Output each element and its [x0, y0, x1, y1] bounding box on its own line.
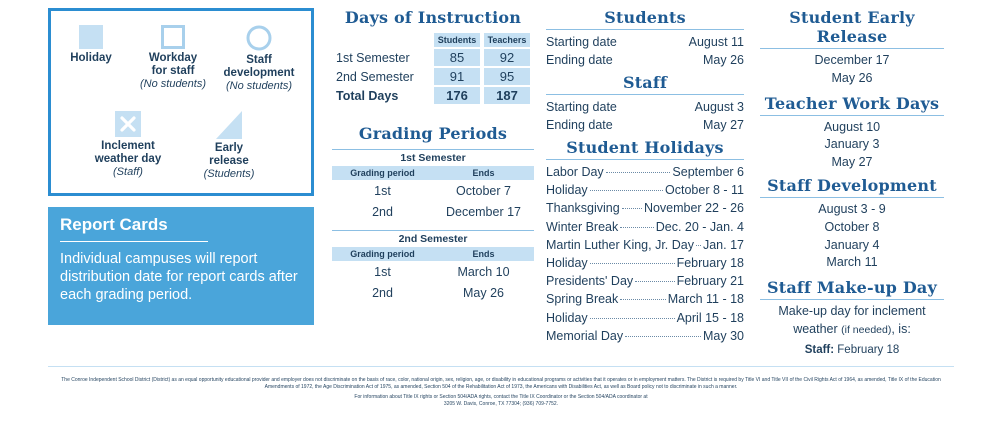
days-row-students: 176: [434, 87, 480, 104]
makeup-day-title: Staff Make-up Day: [760, 278, 944, 300]
footer-line-3: 3205 W. Davis, Conroe, TX 77304; (936) 709-7752.: [443, 400, 559, 407]
dot-leader: [606, 172, 671, 173]
legend-staff-development-sub: (No students): [225, 80, 293, 92]
right-column: [760, 8, 944, 360]
students-end-value: May 26: [703, 53, 744, 67]
holiday-date: November 22 - 26: [643, 201, 744, 216]
dot-leader: [635, 281, 674, 282]
list-item: [546, 272, 744, 290]
days-of-instruction: [332, 8, 534, 106]
holiday-date: April 15 - 18: [676, 310, 744, 325]
holiday-date: Dec. 20 - Jan. 4: [655, 219, 744, 234]
grading-periods: [332, 124, 534, 303]
legend-holiday: [59, 25, 123, 65]
footer-disclaimer: [48, 366, 954, 407]
staff-development-section: [760, 176, 944, 272]
days-col-teachers: Teachers: [484, 33, 530, 47]
teacher-work-day-date: August 10: [823, 119, 881, 134]
legend-workday-sub: (No students): [139, 78, 207, 90]
staff-start-label: Starting date: [546, 100, 617, 114]
holiday-label: Holiday: [546, 183, 588, 198]
grading-ends: December 17: [445, 205, 522, 219]
holiday-label: Memorial Day: [546, 328, 624, 343]
report-cards-title: Report Cards: [60, 215, 208, 242]
list-item: [546, 309, 744, 327]
legend-inclement-weather-label: Inclement weather day: [94, 140, 162, 165]
table-row: [332, 201, 534, 222]
staff-development-date: January 4: [824, 237, 880, 252]
holiday-date: February 18: [676, 256, 744, 271]
staff-development-date: August 3 - 9: [818, 201, 886, 216]
holiday-date: October 8 - 11: [665, 183, 744, 198]
staff-development-date: October 8: [824, 219, 880, 234]
staff-development-circle-icon: [246, 25, 272, 51]
days-row-label: 1st Semester: [336, 50, 410, 65]
makeup-staff-value: February 18: [837, 343, 900, 356]
semester-heading: 1st Semester: [332, 149, 534, 164]
early-release-triangle-icon: [216, 111, 242, 139]
footer-line-2: For information about Title IX rights or Section 504/ADA rights, contact the Title IX Coordinator or the Section 504/ADA coordinator at: [354, 394, 648, 400]
holiday-label: Thanksgiving: [546, 201, 620, 216]
list-item: [546, 290, 744, 308]
students-start-label: Starting date: [546, 35, 617, 49]
makeup-day-section: [760, 278, 944, 359]
grading-ends: March 10: [457, 265, 510, 279]
days-row-students: 91: [434, 68, 480, 85]
list-item: [546, 51, 744, 69]
student-holidays-title: Student Holidays: [546, 138, 744, 160]
col-grading-period: Grading period: [350, 168, 415, 178]
holiday-date: September 6: [672, 165, 744, 179]
list-item: [546, 116, 744, 134]
staff-start-value: August 3: [694, 100, 744, 114]
grading-columns: [332, 166, 534, 180]
footer-line-1: The Conroe Independent School District (District) as an equal opportunity educational provider and employer does not discriminate on the basis of race, color, national origin, sex, religion, age, or disability in educational programs or activities that it operates or in employment matters. The District is required by Title VI and Title VII of the Civil Rights Act of 1964, as amended, Title IX of the Education Amendments of 1972, the Age Discrimination Act of 1975, as amended, Section 504 of the Rehabilitation Act of 1973, the Americans with Disabilities Act, as well as Board policy not to discriminate in such a manner.: [61, 377, 941, 390]
grading-periods-title: Grading Periods: [358, 124, 508, 143]
list-item: [546, 236, 744, 254]
holiday-date: March 11 - 18: [667, 292, 744, 307]
makeup-text-a: weather: [793, 321, 842, 336]
teacher-work-day-date: January 3: [824, 137, 880, 152]
holiday-date: Jan. 17: [702, 237, 744, 252]
holiday-label: Labor Day: [546, 165, 604, 179]
holiday-square-icon: [79, 25, 103, 49]
students-title: Students: [546, 8, 744, 30]
report-cards-body: Individual campuses will report distribution date for report cards after each grading period.: [60, 251, 298, 303]
semester-heading: 2nd Semester: [332, 230, 534, 245]
table-row: [332, 261, 534, 282]
holiday-label: Presidents' Day: [546, 274, 634, 289]
dot-leader: [590, 318, 675, 319]
legend-staff-development: [217, 25, 301, 93]
days-col-students: Students: [434, 33, 480, 47]
workday-square-outline-icon: [161, 25, 185, 49]
student-holidays-list: [546, 163, 744, 345]
list-item: [546, 199, 744, 217]
days-row-students: 85: [434, 49, 480, 66]
col-ends: Ends: [472, 168, 495, 178]
list-item: [546, 33, 744, 51]
table-row: [332, 180, 534, 201]
grading-ends: October 7: [456, 184, 511, 198]
holiday-label: Holiday: [546, 256, 588, 271]
makeup-day-text: Make-up day for inclement: [778, 304, 926, 319]
days-row-teachers: 92: [484, 49, 530, 66]
list-item: [546, 254, 744, 272]
dot-leader: [696, 245, 701, 246]
table-row: [332, 282, 534, 303]
grading-period: 1st: [374, 265, 391, 279]
report-cards-box: [48, 207, 314, 325]
staff-end-label: Ending date: [546, 118, 613, 132]
makeup-staff-label: Staff:: [804, 343, 835, 356]
legend-workday-label: Workday for staff: [148, 52, 198, 77]
legend-early-release: [187, 111, 271, 181]
dot-leader: [590, 263, 675, 264]
list-item: [546, 98, 744, 116]
col-grading-period: Grading period: [350, 249, 415, 259]
dot-leader: [625, 336, 701, 337]
days-row-label: 2nd Semester: [336, 69, 414, 84]
students-end-label: Ending date: [546, 53, 613, 67]
holiday-date: May 30: [703, 328, 744, 343]
makeup-staff-line: [760, 342, 944, 360]
days-table: [332, 31, 534, 106]
teacher-work-days-section: [760, 94, 944, 172]
teacher-work-days-title: Teacher Work Days: [760, 94, 944, 116]
grading-ends: May 26: [463, 286, 504, 300]
students-staff-column: [546, 8, 744, 345]
students-start-value: August 11: [688, 35, 744, 49]
days-row-teachers: 95: [484, 68, 530, 85]
list-item: [546, 181, 744, 199]
grading-period: 2nd: [372, 286, 393, 300]
legend-staff-development-label: Staff development: [223, 54, 295, 79]
staff-development-date: March 11: [826, 255, 878, 270]
table-row: [336, 87, 530, 104]
early-release-date: December 17: [814, 53, 890, 67]
legend-inclement-weather-sub: (Staff): [113, 166, 143, 178]
makeup-day-text-2: [760, 321, 944, 340]
legend-box: [48, 8, 314, 196]
days-of-instruction-title: Days of Instruction: [344, 8, 522, 27]
early-release-section: [760, 8, 944, 88]
legend-early-release-label: Early release: [209, 142, 249, 167]
legend-workday: [133, 25, 213, 91]
holiday-label: Holiday: [546, 310, 588, 325]
dot-leader: [590, 190, 663, 191]
dot-leader: [620, 299, 666, 300]
early-release-date: May 26: [831, 70, 873, 85]
dot-leader: [620, 227, 654, 228]
grading-period: 2nd: [372, 205, 393, 219]
grading-columns: [332, 247, 534, 261]
makeup-text-if-needed: (if needed): [841, 323, 892, 336]
table-row: [336, 49, 530, 66]
grading-period: 1st: [374, 184, 391, 198]
list-item: [546, 218, 744, 236]
list-item: [546, 327, 744, 345]
legend-holiday-label: Holiday: [70, 52, 112, 64]
inclement-weather-x-icon: [115, 111, 141, 137]
teacher-work-day-date: May 27: [831, 155, 873, 170]
holiday-label: Martin Luther King, Jr. Day: [546, 237, 694, 252]
staff-development-title: Staff Development: [760, 176, 944, 198]
holiday-label: Spring Break: [546, 292, 619, 307]
staff-end-value: May 27: [703, 118, 744, 132]
staff-title: Staff: [546, 73, 744, 95]
legend-inclement-weather: [83, 111, 173, 179]
holiday-label: Winter Break: [546, 219, 619, 234]
legend-early-release-sub: (Students): [203, 168, 255, 180]
table-row: [336, 68, 530, 85]
makeup-text-c: , is:: [891, 321, 911, 336]
days-table-corner: [336, 33, 430, 47]
col-ends: Ends: [472, 249, 495, 259]
days-row-label: Total Days: [336, 88, 399, 103]
list-item: [546, 163, 744, 181]
early-release-title: Student Early Release: [760, 8, 944, 49]
dot-leader: [622, 208, 642, 209]
days-row-teachers: 187: [484, 87, 530, 104]
holiday-date: February 21: [676, 274, 744, 289]
